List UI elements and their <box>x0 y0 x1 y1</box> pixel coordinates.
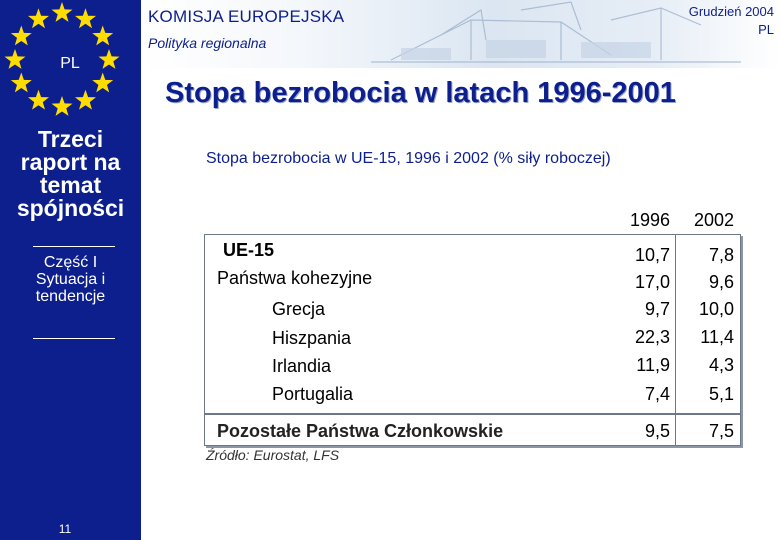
star-icon <box>75 90 96 110</box>
star-icon <box>28 8 49 28</box>
row-label: Portugalia <box>272 384 354 404</box>
table-caption: Stopa bezrobocia w UE-15, 1996 i 2002 (% siły roboczej) <box>206 150 611 167</box>
value-2002: 4,3 <box>708 355 734 375</box>
value-1996: 17,0 <box>634 272 670 292</box>
divider <box>33 338 115 339</box>
source-note: Źródło: Eurostat, LFS <box>206 447 340 463</box>
value-2002: 10,0 <box>698 299 734 319</box>
report-title-line: spójności <box>16 195 125 221</box>
page-number: 11 <box>58 522 72 536</box>
value-2002: 5,1 <box>708 384 734 404</box>
row-label: UE-15 <box>223 240 275 260</box>
star-icon <box>99 49 120 69</box>
value-1996: 22,3 <box>634 327 670 347</box>
other-states-row <box>204 414 741 446</box>
row-label: Irlandia <box>272 356 332 376</box>
value-2002: 11,4 <box>700 327 734 347</box>
value-1996: 11,9 <box>636 355 670 375</box>
divider <box>33 246 115 247</box>
section-label <box>0 254 141 305</box>
star-icon <box>11 73 32 93</box>
section-line: Część I <box>43 254 98 271</box>
value-1996: 9,7 <box>644 299 670 319</box>
row-label: Pozostałe Państwa Członkowskie <box>217 421 504 441</box>
date-text: Grudzień 2004 <box>688 4 774 19</box>
organisation-name: KOMISJA EUROPEJSKA <box>148 7 345 26</box>
value-1996: 9,5 <box>644 421 670 441</box>
row-label: Grecja <box>272 299 326 319</box>
report-title-line: raport na <box>20 149 121 175</box>
report-title <box>0 128 141 220</box>
column-header-2002: 2002 <box>693 210 734 230</box>
star-icon <box>11 26 32 46</box>
section-line: tendencje <box>35 288 106 305</box>
header-banner <box>141 0 780 68</box>
star-icon <box>92 26 113 46</box>
star-icon <box>52 96 73 116</box>
flag-country-label: PL <box>60 55 80 72</box>
star-icon <box>28 90 49 110</box>
report-title-line: Trzeci <box>37 126 104 152</box>
star-icon <box>52 2 73 22</box>
sidebar <box>0 0 141 540</box>
date-label <box>689 3 774 39</box>
star-icon <box>75 8 96 28</box>
eu-flag-icon <box>0 0 141 120</box>
value-2002: 7,5 <box>708 421 734 441</box>
star-icon <box>92 73 113 93</box>
star-icon <box>5 49 26 69</box>
row-label: Hiszpania <box>272 328 352 348</box>
page-title: Stopa bezrobocia w latach 1996-2001 <box>165 77 676 109</box>
value-2002: 9,6 <box>708 272 734 292</box>
value-1996: 7,4 <box>644 384 670 404</box>
report-title-line: temat <box>39 172 102 198</box>
language-code: PL <box>758 22 774 37</box>
data-table <box>204 234 741 415</box>
value-2002: 7,8 <box>708 245 734 265</box>
policy-name: Polityka regionalna <box>148 35 267 51</box>
value-1996: 10,7 <box>634 245 670 265</box>
row-label: Państwa kohezyjne <box>217 268 373 288</box>
column-header-1996: 1996 <box>629 210 670 230</box>
section-line: Sytuacja i <box>35 271 106 288</box>
